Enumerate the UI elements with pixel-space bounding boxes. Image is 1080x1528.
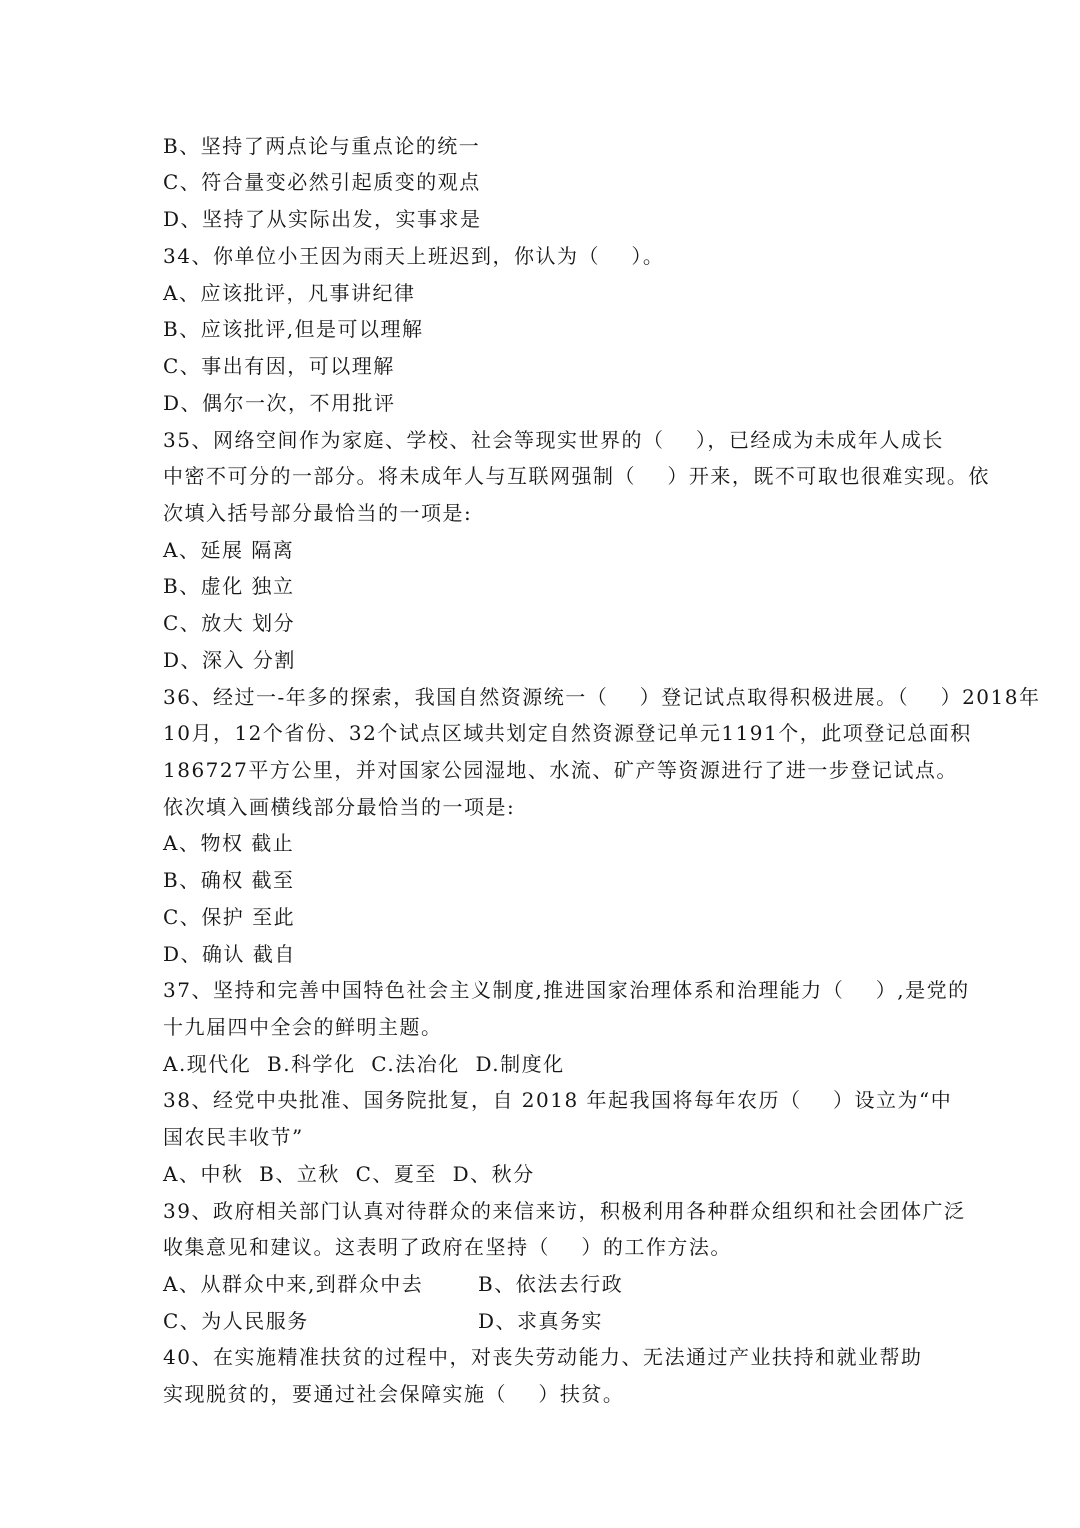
q35-stem-line2: 中密不可分的一部分。将未成年人与互联网强制（ ）开来，既不可取也很难实现。依 bbox=[163, 464, 990, 488]
q36-option-d: D、确认 截自 bbox=[163, 942, 296, 966]
q38-options: A、中秋 B、立秋 C、夏至 D、秋分 bbox=[163, 1162, 535, 1186]
q39-option-b: B、依法去行政 bbox=[478, 1272, 624, 1296]
q36-stem-line1: 36、经过一-年多的探索，我国自然资源统一（ ）登记试点取得积极进展。（ ）2018年 bbox=[163, 685, 1041, 709]
q39-option-d: D、求真务实 bbox=[478, 1309, 604, 1333]
q35-option-c: C、放大 划分 bbox=[163, 611, 296, 635]
q39-stem-line2: 收集意见和建议。这表明了政府在坚持（ ）的工作方法。 bbox=[163, 1235, 732, 1259]
q36-stem-line3: 186727平方公里，并对国家公园湿地、水流、矿产等资源进行了进一步登记试点。 bbox=[163, 758, 958, 782]
q37-stem-line2: 十九届四中全会的鲜明主题。 bbox=[163, 1015, 443, 1039]
q36-option-a: A、物权 截止 bbox=[163, 831, 295, 855]
q35-stem-line3: 次填入括号部分最恰当的一项是: bbox=[163, 501, 473, 525]
q34-option-d: D、偶尔一次，不用批评 bbox=[163, 391, 396, 415]
q36-stem-line4: 依次填入画横线部分最恰当的一项是: bbox=[163, 795, 516, 819]
q39-stem-line1: 39、政府相关部门认真对待群众的来信来访，积极利用各种群众组织和社会团体广泛 bbox=[163, 1199, 966, 1223]
q38-stem-line1: 38、经党中央批准、国务院批复，自 2018 年起我国将每年农历（ ）设立为“中 bbox=[163, 1088, 953, 1112]
q34-option-c: C、事出有因，可以理解 bbox=[163, 354, 395, 378]
q38-stem-line2: 国农民丰收节” bbox=[163, 1125, 304, 1149]
q35-option-b: B、虚化 独立 bbox=[163, 574, 295, 598]
q33-option-d: D、坚持了从实际出发，实事求是 bbox=[163, 207, 482, 231]
q36-stem-line2: 10月，12个省份、32个试点区域共划定自然资源登记单元1191个，此项登记总面积 bbox=[163, 721, 972, 745]
q37-options: A.现代化 B.科学化 C.法冶化 D.制度化 bbox=[163, 1052, 565, 1076]
q40-stem-line2: 实现脱贫的，要通过社会保障实施（ ）扶贫。 bbox=[163, 1382, 625, 1406]
q35-stem-line1: 35、网络空间作为家庭、学校、社会等现实世界的（ ），已经成为未成年人成长 bbox=[163, 428, 944, 452]
q33-option-c: C、符合量变必然引起质变的观点 bbox=[163, 170, 481, 194]
q39-option-a: A、从群众中来,到群众中去 bbox=[163, 1272, 424, 1296]
q37-stem-line1: 37、坚持和完善中国特色社会主义制度,推进国家治理体系和治理能力（ ）,是党的 bbox=[163, 978, 970, 1002]
q34-option-a: A、应该批评，凡事讲纪律 bbox=[163, 281, 416, 305]
q34-option-b: B、应该批评,但是可以理解 bbox=[163, 317, 424, 341]
q36-option-c: C、保护 至此 bbox=[163, 905, 296, 929]
q39-options-row1 bbox=[163, 1272, 624, 1296]
q40-stem-line1: 40、在实施精准扶贫的过程中，对丧失劳动能力、无法通过产业扶持和就业帮助 bbox=[163, 1345, 923, 1369]
q35-option-d: D、深入 分割 bbox=[163, 648, 296, 672]
q34-stem: 34、你单位小王因为雨天上班迟到，你认为（ ）。 bbox=[163, 244, 665, 268]
q35-option-a: A、延展 隔离 bbox=[163, 538, 295, 562]
q39-option-c: C、为人民服务 bbox=[163, 1309, 309, 1333]
q33-option-b: B、坚持了两点论与重点论的统一 bbox=[163, 134, 481, 158]
q39-options-row2 bbox=[163, 1309, 604, 1333]
q36-option-b: B、确权 截至 bbox=[163, 868, 295, 892]
